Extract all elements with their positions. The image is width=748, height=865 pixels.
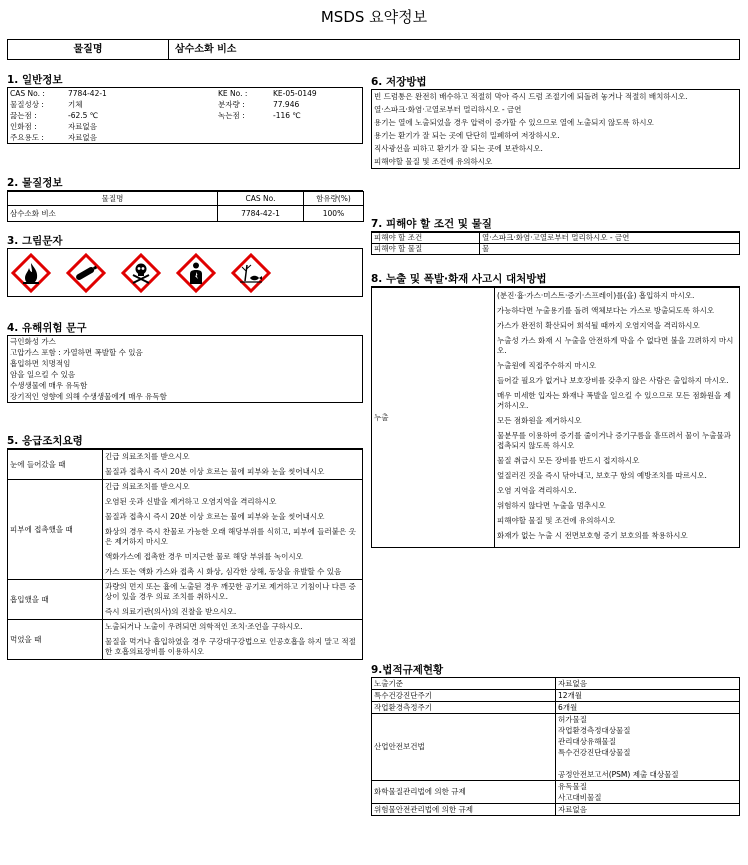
info-value: 자료없음 (68, 133, 97, 142)
storage-line: 열·스파크·화염·고열로부터 멀리하시오 - 금연 (374, 105, 522, 114)
info-label: KE No. : (218, 89, 248, 98)
first-aid-item: 오염된 옷과 신발을 제거하고 오염지역을 격리하시오 (105, 497, 277, 506)
first-aid-row (8, 480, 363, 580)
regulation-value: 작업환경측정대상물질 (558, 726, 631, 735)
first-aid-label: 먹었을 때 (8, 620, 103, 660)
storage-line: 직사광선을 피하고 환기가 잘 되는 곳에 보관하시오. (374, 144, 543, 153)
regulation-value: 6개월 (558, 703, 578, 712)
storage-box (371, 90, 740, 169)
regulation-row (372, 714, 740, 781)
avoid-label: 피해야 할 조건 (372, 233, 480, 244)
first-aid-item: 액화가스에 접촉한 경우 미지근한 물로 해당 부위를 녹이시오 (105, 552, 303, 561)
regulation-value: 12개월 (558, 691, 583, 700)
health-hazard-icon (176, 253, 216, 293)
first-aid-label: 눈에 들어갔을 때 (8, 450, 103, 480)
regulation-value: 자료없음 (558, 805, 587, 814)
info-value: 자료없음 (68, 122, 97, 131)
general-info-row (8, 132, 362, 143)
leak-item: 오염 지역을 격리하시오. (497, 486, 577, 495)
cell-material-name: 삼수소화 비소 (8, 206, 218, 222)
leak-item: 누출성 가스 화재 시 누출을 안전하게 막을 수 없다면 불을 끄려하지 마시오. (497, 336, 734, 355)
leak-label: 누출 (372, 288, 495, 548)
regulation-label: 노출기준 (372, 678, 556, 690)
regulation-value: 유독물질 (558, 782, 587, 791)
regulation-label: 위험물안전관리법에 의한 규제 (372, 804, 556, 816)
material-info-table (7, 191, 364, 222)
gas-cylinder-icon (66, 253, 106, 293)
regulation-values (556, 690, 740, 702)
first-aid-item: 화상의 경우 즉시 찬물로 가능한 오래 해당부위를 식히고, 피부에 들러붙은 옷은 제거하지 마시오 (105, 527, 356, 546)
info-label: 인화점 : (10, 122, 37, 131)
general-info-row (8, 121, 362, 132)
regulation-row (372, 781, 740, 804)
regulation-values (556, 714, 740, 781)
avoid-row (372, 244, 740, 255)
material-name-box (7, 39, 740, 60)
regulation-value: 관리대상유해물질 (558, 737, 616, 746)
section-title: 9.법적규제현황 (371, 664, 444, 676)
regulation-values (556, 804, 740, 816)
first-aid-row (8, 620, 363, 660)
first-aid-items (103, 620, 363, 660)
leak-item: 엎질러진 것을 즉시 닦아내고, 보호구 항의 예방조치를 따르시오. (497, 471, 707, 480)
regulation-value: 공정안전보고서(PSM) 제출 대상물질 (558, 770, 679, 779)
hazard-statement: 고압가스 포함 : 가열하면 폭발할 수 있음 (10, 348, 143, 357)
section-title: 1. 일반정보 (7, 74, 363, 88)
avoid-label: 피해야 할 물질 (372, 244, 480, 255)
storage-line: 용기는 열에 노출되었을 경우 압력이 증가할 수 있으므로 열에 노출되지 않도록 하시오 (374, 118, 654, 127)
hazard-statement: 극인화성 가스 (10, 337, 56, 346)
first-aid-table (7, 449, 363, 660)
first-aid-row (8, 580, 363, 620)
leak-item: 화재가 없는 누출 시 전면보호형 증기 보호의를 착용하시오 (497, 531, 688, 540)
cell-content: 100% (304, 206, 364, 222)
section-regulations (371, 664, 740, 816)
first-aid-items (103, 450, 363, 480)
leak-item: 들어갈 필요가 없거나 보호장비를 갖추지 않은 사람은 출입하지 마시오. (497, 376, 729, 385)
section-title: 5. 응급조치요령 (7, 435, 363, 449)
regulation-row (372, 804, 740, 816)
first-aid-items (103, 480, 363, 580)
first-aid-item: 가스 또는 액화 가스와 접촉 시 화상, 심각한 상해, 동상을 유발할 수 있음 (105, 567, 342, 576)
info-value: 77.946 (273, 100, 300, 109)
general-info-row (8, 110, 362, 121)
first-aid-item: 과량의 먼지 또는 흄에 노출된 경우 깨끗한 공기로 제거하고 기침이나 다른 증상이 있을 경우 의료 조치를 취하시오. (105, 582, 356, 601)
hazard-statement: 수생생물에 매우 유독함 (10, 381, 88, 390)
info-label: 물질성상 : (10, 100, 44, 109)
first-aid-label: 흡입했을 때 (8, 580, 103, 620)
info-value: 기체 (68, 100, 83, 109)
info-label (218, 132, 273, 143)
leak-table (371, 287, 740, 548)
regulations-table (371, 677, 740, 816)
storage-line: 용기는 환기가 잘 되는 곳에 단단히 밀폐하여 저장하시오. (374, 131, 560, 140)
section-title: 6. 저장방법 (371, 76, 740, 90)
regulation-label: 특수건강진단주기 (372, 690, 556, 702)
section-title: 2. 물질정보 (7, 177, 363, 191)
regulation-row (372, 690, 740, 702)
leak-items (495, 288, 740, 548)
info-label (218, 121, 273, 132)
page-title: MSDS 요약정보 (320, 8, 428, 26)
general-info-row (8, 99, 362, 110)
environment-hazard-icon (231, 253, 271, 293)
storage-line: 빈 드럼통은 완전히 배수하고 적절히 막아 즉시 드럼 조절기에 되돌려 놓거나 적절히 배치하시오. (374, 92, 688, 101)
header-cas-no: CAS No. (218, 192, 304, 206)
section-title: 4. 유해위험 문구 (7, 322, 363, 336)
section-first-aid (7, 435, 363, 660)
section-title: 8. 누출 및 폭발·화재 사고시 대처방법 (371, 273, 740, 287)
first-aid-item: 긴급 의료조치를 받으시오 (105, 452, 190, 461)
regulation-row (372, 702, 740, 714)
leak-item: 매우 미세한 입자는 화재나 폭발을 일으킬 수 있으므로 모든 점화원을 제거하시오. (497, 391, 731, 410)
material-name-value: 삼수소화 비소 (175, 44, 237, 55)
first-aid-items (103, 580, 363, 620)
section-title: 7. 피해야 할 조건 및 물질 (371, 218, 740, 232)
regulation-row (372, 678, 740, 690)
regulation-value: 특수건강진단대상물질 (558, 748, 631, 757)
avoid-value: 물 (480, 244, 740, 255)
section-avoid (371, 218, 740, 255)
avoid-value: 열·스파크·화염·고열로부터 멀리하시오 - 금연 (480, 233, 740, 244)
regulation-values (556, 702, 740, 714)
header-material-name: 물질명 (8, 192, 218, 206)
leak-item: (분진·흄·가스·미스트·증기·스프레이)를(을) 흡입하지 마시오. (497, 291, 695, 300)
info-value: -116 ℃ (273, 111, 301, 120)
info-label: CAS No. : (10, 89, 45, 98)
general-info-row (8, 88, 362, 99)
regulation-label: 화학물질관리법에 의한 규제 (372, 781, 556, 804)
leak-item: 가능하다면 누출용기를 돌려 액체보다는 가스로 방출되도록 하시오 (497, 306, 715, 315)
info-value: 7784-42-1 (68, 89, 107, 98)
first-aid-item: 즉시 의료기관(의사)의 진찰을 받으시오. (105, 607, 237, 616)
hazard-statement: 흡입하면 치명적임 (10, 359, 71, 368)
section-storage (371, 76, 740, 169)
info-value: KE-05-0149 (273, 89, 317, 98)
info-label: 끓는점 : (10, 111, 37, 120)
regulation-value: 자료없음 (558, 679, 587, 688)
hazard-statements-box (7, 336, 363, 403)
leak-item: 위험하지 않다면 누출을 멈추시오 (497, 501, 606, 510)
leak-item: 물질 취급시 모든 장비를 반드시 접지하시오 (497, 456, 640, 465)
regulation-value: 허가물질 (558, 715, 587, 724)
storage-line: 피해야할 물질 및 조건에 유의하시오 (374, 157, 493, 166)
section-hazard-statements (7, 322, 363, 403)
skull-crossbones-icon (121, 253, 161, 293)
info-value: -62.5 ℃ (68, 111, 99, 120)
general-info-box (7, 88, 363, 144)
hazard-statement: 암을 일으킬 수 있음 (10, 370, 76, 379)
avoid-table (371, 232, 740, 255)
first-aid-row (8, 450, 363, 480)
section-title: 3. 그림문자 (7, 235, 363, 249)
regulation-value: 사고대비물질 (558, 793, 602, 802)
section-pictograms (7, 235, 363, 297)
leak-item: 누출원에 직접주수하지 마시오 (497, 361, 596, 370)
flame-icon (11, 253, 51, 293)
hazard-statement: 장기적인 영향에 의해 수생생물에게 매우 유독함 (10, 392, 167, 401)
section-material-info (7, 177, 363, 222)
leak-item: 가스가 완전히 확산되어 희석될 때까지 오염지역을 격리하시오 (497, 321, 700, 330)
regulation-values (556, 678, 740, 690)
cell-cas-no: 7784-42-1 (218, 206, 304, 222)
avoid-row (372, 233, 740, 244)
regulation-values (556, 781, 740, 804)
first-aid-item: 물질을 먹거나 흡입하였을 경우 구강대구강법으로 인공호흡을 하지 말고 적절한 호흡의료장비를 이용하시오 (105, 637, 356, 656)
header-content: 함유량(%) (304, 192, 364, 206)
regulation-value (558, 758, 737, 769)
info-label: 녹는점 : (218, 111, 245, 120)
material-name-label: 물질명 (8, 40, 169, 59)
section-leak (371, 273, 740, 548)
section-general-info (7, 74, 363, 144)
leak-item: 피해야할 물질 및 조건에 유의하시오 (497, 516, 616, 525)
leak-item: 물분무를 이용하여 증기를 줄이거나 증기구름을 흩뜨려서 물이 누출물과 접촉되지 않도록 하시오 (497, 431, 732, 450)
leak-item: 모든 점화원을 제거하시오 (497, 416, 582, 425)
regulation-label: 작업환경측정주기 (372, 702, 556, 714)
first-aid-item: 노출되거나 노출이 우려되면 의학적인 조치·조언을 구하시오. (105, 622, 303, 631)
regulation-label: 산업안전보건법 (372, 714, 556, 781)
first-aid-item: 물질과 접촉시 즉시 20분 이상 흐르는 물에 피부와 눈을 씻어내시오 (105, 512, 325, 521)
first-aid-label: 피부에 접촉했을 때 (8, 480, 103, 580)
info-label: 분자량 : (218, 100, 245, 109)
pictogram-box (7, 249, 363, 297)
first-aid-item: 물질과 접촉시 즉시 20분 이상 흐르는 물에 피부와 눈을 씻어내시오 (105, 467, 325, 476)
first-aid-item: 긴급 의료조치를 받으시오 (105, 482, 190, 491)
info-label: 주요용도 : (10, 133, 44, 142)
